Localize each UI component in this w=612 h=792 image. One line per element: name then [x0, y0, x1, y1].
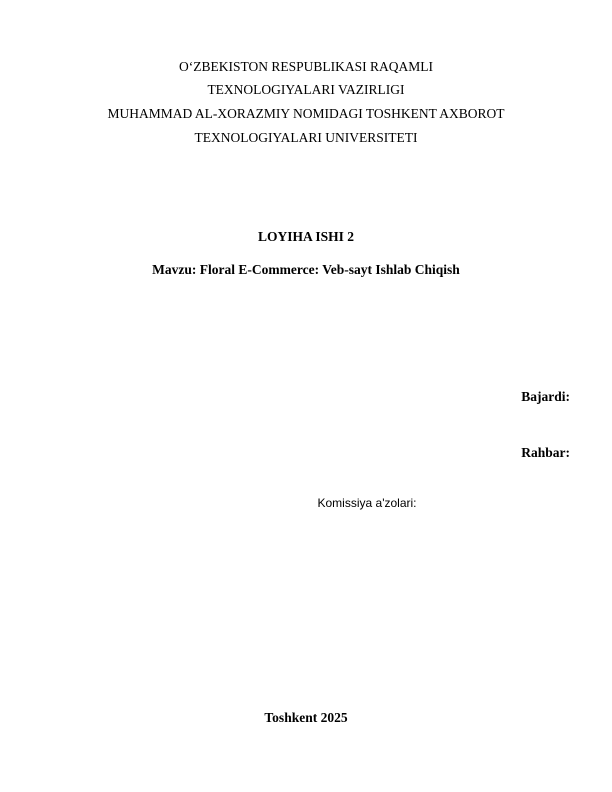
work-title: LOYIHA ISHI 2 [257, 229, 355, 244]
topic-title: Mavzu: Floral E-Commerce: Veb-sayt Ishlab Chiqish [152, 262, 460, 277]
ministry-line-1: O‘ZBEKISTON RESPUBLIKASI RAQAMLI [178, 59, 433, 74]
city-year: Toshkent 2025 [264, 710, 348, 725]
university-line-1: MUHAMMAD AL-XORAZMIY NOMIDAGI TOSHKENT AXBOROT [107, 106, 505, 121]
rahbar-label: Rahbar: [521, 445, 570, 460]
bajardi-label: Bajardi: [521, 389, 570, 404]
university-line-2: TEXNOLOGIYALARI UNIVERSITETI [194, 130, 418, 145]
ministry-line-2: TEXNOLOGIYALARI VAZIRLIGI [207, 82, 405, 97]
komissiya-label: Komissiya a'zolari: [317, 496, 417, 510]
